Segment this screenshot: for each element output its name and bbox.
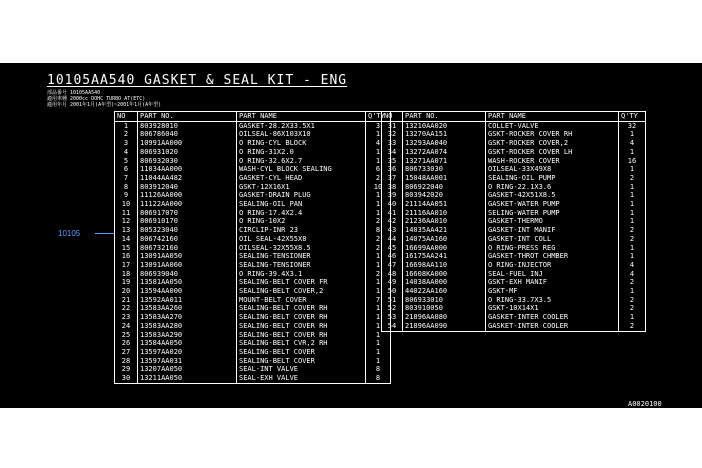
cell-no: 10: [115, 200, 138, 209]
cell-qty: 2: [619, 174, 646, 183]
cell-part-no: 806917070: [138, 209, 237, 218]
cell-part-no: 806931020: [138, 148, 237, 157]
cell-part-no: 13211AA050: [138, 374, 237, 383]
table-row: [382, 278, 646, 287]
cell-qty: 1: [619, 287, 646, 296]
cell-qty: 1: [619, 148, 646, 157]
cell-part-no: 15048AA001: [403, 174, 486, 183]
cell-no: 29: [115, 365, 138, 374]
cell-qty: 32: [619, 121, 646, 130]
cell-part-name: GASKET-WATER PUMP: [486, 200, 619, 209]
cell-no: 23: [115, 313, 138, 322]
table-row: [382, 304, 646, 313]
part-callout-label: 10105: [58, 229, 81, 238]
column-header-part-name: PART NAME: [486, 112, 619, 122]
table-row: [115, 209, 391, 218]
cell-part-name: GASKET-INTER COOLER: [486, 322, 619, 331]
cell-part-no: 806932030: [138, 157, 237, 166]
cell-part-name: CIRCLIP-INR 23: [237, 226, 366, 235]
cell-part-name: SEAL-FUEL INJ: [486, 270, 619, 279]
cell-qty: 1: [619, 165, 646, 174]
cell-part-name: SELING-WATER PUMP: [486, 209, 619, 218]
table-row: [115, 252, 391, 261]
cell-part-name: SEALING-BELT CVR,2 RH: [237, 339, 366, 348]
column-header-qty: Q'TY: [366, 112, 391, 122]
cell-part-no: 13584AA050: [138, 339, 237, 348]
cell-part-no: 13270AA151: [403, 130, 486, 139]
table-row: [382, 296, 646, 305]
cell-no: 51: [382, 296, 403, 305]
parts-table-right-body: [382, 121, 646, 331]
cell-part-name: O RING-CYL BLOCK: [237, 139, 366, 148]
cell-part-name: GASKET-DRAIN PLUG: [237, 191, 366, 200]
cell-part-name: O RING-INJECTOR: [486, 261, 619, 270]
cell-qty: 4: [619, 139, 646, 148]
cell-part-no: 13581AA050: [138, 278, 237, 287]
cell-qty: 7: [366, 296, 391, 305]
cell-part-no: 803912040: [138, 183, 237, 192]
cell-part-no: 14038AA000: [403, 278, 486, 287]
cell-part-name: OILSEAL-86X103X10: [237, 130, 366, 139]
column-header-no: NO: [382, 112, 403, 122]
cell-part-no: 11126AA000: [138, 191, 237, 200]
cell-no: 1: [115, 121, 138, 130]
cell-qty: 1: [619, 244, 646, 253]
cell-qty: 6: [366, 165, 391, 174]
column-header-qty: Q'TY: [619, 112, 646, 122]
table-header-row: [382, 112, 646, 122]
table-row: [115, 278, 391, 287]
cell-part-name: GSKT-MF: [486, 287, 619, 296]
cell-part-no: 806732160: [138, 244, 237, 253]
cell-qty: 2: [619, 322, 646, 331]
cell-no: 50: [382, 287, 403, 296]
cell-qty: 1: [366, 322, 391, 331]
cell-part-no: 44022AA160: [403, 287, 486, 296]
table-row: [115, 183, 391, 192]
cell-no: 9: [115, 191, 138, 200]
cell-no: 21: [115, 296, 138, 305]
spec-note: 適用車種 2000cc DOHC TURBO AT(ETC): [47, 96, 146, 102]
cell-no: 38: [382, 183, 403, 192]
cell-no: 36: [382, 165, 403, 174]
column-header-part-no: PART NO.: [138, 112, 237, 122]
cell-part-no: 21896AA080: [403, 313, 486, 322]
table-row: [115, 365, 391, 374]
cell-part-no: 805323040: [138, 226, 237, 235]
cell-no: 35: [382, 157, 403, 166]
spec-notes: [47, 90, 161, 108]
cell-qty: 1: [366, 287, 391, 296]
table-row: [382, 322, 646, 331]
table-row: [382, 217, 646, 226]
cell-qty: 2: [366, 217, 391, 226]
cell-part-no: 803942020: [403, 191, 486, 200]
cell-no: 27: [115, 348, 138, 357]
cell-no: 37: [382, 174, 403, 183]
cell-part-no: 13293AA040: [403, 139, 486, 148]
column-header-part-name: PART NAME: [237, 112, 366, 122]
cell-part-no: 21116AA010: [403, 209, 486, 218]
cell-part-no: 11034AA000: [138, 165, 237, 174]
cell-part-no: 16699AA000: [403, 244, 486, 253]
parts-table-left: [114, 111, 391, 384]
cell-part-name: SEALING-TENSIONER: [237, 252, 366, 261]
cell-no: 11: [115, 209, 138, 218]
cell-no: 12: [115, 217, 138, 226]
cell-part-name: GASKET-THROT CHMBER: [486, 252, 619, 261]
table-row: [382, 191, 646, 200]
cell-qty: 2: [366, 174, 391, 183]
cell-qty: 1: [366, 278, 391, 287]
cell-part-no: 13091AA050: [138, 252, 237, 261]
table-row: [115, 322, 391, 331]
cell-qty: 1: [366, 148, 391, 157]
table-row: [115, 174, 391, 183]
table-row: [382, 209, 646, 218]
cell-part-no: 806922040: [403, 183, 486, 192]
cell-no: 40: [382, 200, 403, 209]
cell-qty: 1: [366, 191, 391, 200]
cell-part-no: 806933010: [403, 296, 486, 305]
table-row: [115, 148, 391, 157]
cell-no: 2: [115, 130, 138, 139]
cell-no: 8: [115, 183, 138, 192]
cell-no: 16: [115, 252, 138, 261]
cell-part-name: SEALING-BELT COVER RH: [237, 322, 366, 331]
table-row: [115, 296, 391, 305]
cell-no: 42: [382, 217, 403, 226]
cell-qty: 1: [366, 200, 391, 209]
cell-no: 49: [382, 278, 403, 287]
cell-qty: 4: [619, 270, 646, 279]
cell-qty: 1: [619, 183, 646, 192]
cell-qty: 2: [366, 244, 391, 253]
table-row: [115, 374, 391, 383]
table-row: [382, 226, 646, 235]
cell-part-no: 13583AA270: [138, 313, 237, 322]
cell-part-name: SEALING-BELT COVER RH: [237, 304, 366, 313]
table-row: [382, 148, 646, 157]
cell-qty: 4: [619, 261, 646, 270]
cell-part-no: 806786040: [138, 130, 237, 139]
cell-part-name: SEALING-BELT COVER FR: [237, 278, 366, 287]
table-row: [382, 252, 646, 261]
table-row: [382, 270, 646, 279]
cell-no: 44: [382, 235, 403, 244]
cell-qty: 1: [619, 130, 646, 139]
cell-part-name: O RING-17.4X2.4: [237, 209, 366, 218]
cell-part-name: O RING-33.7X3.5: [486, 296, 619, 305]
table-row: [115, 270, 391, 279]
cell-part-name: SEALING-TENSIONER: [237, 261, 366, 270]
cell-qty: 8: [366, 226, 391, 235]
cell-no: 34: [382, 148, 403, 157]
table-row: [115, 244, 391, 253]
cell-no: 3: [115, 139, 138, 148]
cell-no: 46: [382, 252, 403, 261]
cell-qty: 1: [366, 252, 391, 261]
cell-part-name: SEAL-EXH VALVE: [237, 374, 366, 383]
cell-part-no: 13594AA000: [138, 287, 237, 296]
cell-no: 20: [115, 287, 138, 296]
cell-no: 33: [382, 139, 403, 148]
cell-no: 25: [115, 331, 138, 340]
cell-part-no: 13583AA280: [138, 322, 237, 331]
cell-part-no: 21896AA090: [403, 322, 486, 331]
cell-no: 47: [382, 261, 403, 270]
table-row: [115, 157, 391, 166]
table-row: [115, 226, 391, 235]
table-row: [382, 244, 646, 253]
cell-no: 18: [115, 270, 138, 279]
cell-qty: 1: [619, 191, 646, 200]
cell-part-name: OIL SEAL-42X55X8: [237, 235, 366, 244]
table-row: [115, 357, 391, 366]
cell-qty: 1: [366, 304, 391, 313]
table-row: [115, 191, 391, 200]
cell-part-no: 806733030: [403, 165, 486, 174]
cell-qty: 2: [619, 278, 646, 287]
cell-qty: 1: [619, 313, 646, 322]
table-row: [115, 217, 391, 226]
cell-no: 30: [115, 374, 138, 383]
cell-qty: 1: [366, 357, 391, 366]
table-row: [382, 130, 646, 139]
cell-part-name: SEALING-BELT COVER,2: [237, 287, 366, 296]
cell-qty: 8: [366, 374, 391, 383]
cell-part-no: 13210AA020: [403, 121, 486, 130]
cell-part-no: 13597AA020: [138, 348, 237, 357]
cell-part-no: 13091AA060: [138, 261, 237, 270]
parts-table-left-body: [115, 121, 391, 383]
table-row: [382, 200, 646, 209]
parts-sheet: [0, 63, 702, 408]
table-row: [382, 121, 646, 130]
cell-part-name: GSKT-ROCKER COVER,2: [486, 139, 619, 148]
cell-no: 24: [115, 322, 138, 331]
cell-qty: 1: [366, 157, 391, 166]
table-row: [382, 157, 646, 166]
cell-part-name: GASKET-INTER COOLER: [486, 313, 619, 322]
cell-no: 4: [115, 148, 138, 157]
cell-qty: 2: [619, 226, 646, 235]
cell-part-no: 13583AA260: [138, 304, 237, 313]
cell-part-name: GASKET-INT COLL: [486, 235, 619, 244]
cell-part-no: 16175AA241: [403, 252, 486, 261]
cell-part-no: 10991AA000: [138, 139, 237, 148]
cell-qty: 4: [366, 139, 391, 148]
cell-part-no: 806939040: [138, 270, 237, 279]
cell-part-no: 13207AA050: [138, 365, 237, 374]
cell-part-no: 16698AA110: [403, 261, 486, 270]
cell-no: 45: [382, 244, 403, 253]
table-row: [382, 261, 646, 270]
cell-no: 41: [382, 209, 403, 218]
cell-part-no: 11044AA482: [138, 174, 237, 183]
cell-part-no: 13592AA011: [138, 296, 237, 305]
cell-qty: 2: [619, 235, 646, 244]
part-callout-line: [95, 233, 115, 234]
table-row: [382, 287, 646, 296]
cell-no: 28: [115, 357, 138, 366]
table-row: [382, 174, 646, 183]
cell-part-name: SEALING-BELT COVER: [237, 348, 366, 357]
cell-part-name: O RING-22.1X3.6: [486, 183, 619, 192]
cell-part-name: WASH-CYL BLOCK SEALING: [237, 165, 366, 174]
document-code: A0020100: [628, 400, 662, 408]
cell-part-no: 13597AA031: [138, 357, 237, 366]
cell-part-name: SEALING-BELT COVER RH: [237, 331, 366, 340]
cell-no: 13: [115, 226, 138, 235]
table-row: [382, 313, 646, 322]
cell-part-name: GSKT-ROCKER COVER RH: [486, 130, 619, 139]
table-row: [382, 183, 646, 192]
cell-part-name: SEALING-BELT COVER RH: [237, 313, 366, 322]
cell-no: 7: [115, 174, 138, 183]
cell-part-no: 13272AA074: [403, 148, 486, 157]
cell-part-name: SEALING-OIL PAN: [237, 200, 366, 209]
cell-part-name: OILSEAL-33X49X8: [486, 165, 619, 174]
cell-qty: 1: [366, 348, 391, 357]
cell-qty: 1: [619, 200, 646, 209]
cell-part-name: SEAL-INT VALVE: [237, 365, 366, 374]
cell-part-no: 11122AA000: [138, 200, 237, 209]
page-title: 10105AA540 GASKET & SEAL KIT - ENG: [47, 73, 348, 88]
table-row: [115, 339, 391, 348]
cell-part-name: O RING-39.4X3.1: [237, 270, 366, 279]
cell-part-no: 803928010: [138, 121, 237, 130]
spec-note: 適用年月 2001年1月(A年型)~2001年1月(A年型): [47, 102, 162, 108]
cell-no: 43: [382, 226, 403, 235]
cell-qty: 2: [366, 270, 391, 279]
cell-no: 52: [382, 304, 403, 313]
cell-part-no: 14075AA160: [403, 235, 486, 244]
cell-no: 53: [382, 313, 403, 322]
table-header-row: [115, 112, 391, 122]
parts-table-right: [381, 111, 646, 332]
table-row: [115, 235, 391, 244]
cell-qty: 2: [619, 296, 646, 305]
cell-qty: 1: [366, 130, 391, 139]
cell-no: 54: [382, 322, 403, 331]
cell-qty: 1: [619, 217, 646, 226]
column-header-no: NO: [115, 112, 138, 122]
cell-no: 6: [115, 165, 138, 174]
cell-part-name: GSKT-ROCKER COVER LH: [486, 148, 619, 157]
cell-part-name: SEALING-BELT COVER: [237, 357, 366, 366]
cell-part-name: O RING-31X2.0: [237, 148, 366, 157]
cell-part-name: MOUNT-BELT COVER: [237, 296, 366, 305]
cell-part-no: 13583AA290: [138, 331, 237, 340]
table-row: [115, 348, 391, 357]
table-row: [115, 313, 391, 322]
cell-no: 5: [115, 157, 138, 166]
cell-qty: 1: [366, 313, 391, 322]
cell-qty: 2: [619, 304, 646, 313]
cell-part-name: O RING-10X2: [237, 217, 366, 226]
cell-no: 26: [115, 339, 138, 348]
cell-part-name: COLLET-VALVE: [486, 121, 619, 130]
cell-no: 31: [382, 121, 403, 130]
cell-part-name: GASKET-THERMO: [486, 217, 619, 226]
table-row: [115, 121, 391, 130]
table-row: [382, 165, 646, 174]
spec-note: 部品番号 10105AA540: [47, 90, 101, 96]
cell-part-name: O RING-PRESS REG: [486, 244, 619, 253]
table-row: [115, 165, 391, 174]
cell-no: 48: [382, 270, 403, 279]
table-row: [115, 287, 391, 296]
cell-part-name: GSKT-12X16X1: [237, 183, 366, 192]
cell-part-name: GSKT-10X14X1: [486, 304, 619, 313]
cell-part-name: WASH-ROCKER COVER: [486, 157, 619, 166]
cell-part-name: SEALING-OIL PUMP: [486, 174, 619, 183]
cell-qty: 3: [366, 121, 391, 130]
column-header-part-no: PART NO.: [403, 112, 486, 122]
cell-qty: 8: [366, 365, 391, 374]
cell-part-name: O RING-32.6X2.7: [237, 157, 366, 166]
table-row: [115, 261, 391, 270]
table-row: [382, 139, 646, 148]
table-row: [382, 235, 646, 244]
cell-part-no: 16608KA000: [403, 270, 486, 279]
cell-part-no: 21236AA010: [403, 217, 486, 226]
cell-qty: 1: [366, 339, 391, 348]
cell-part-name: GSKT-EXH MANIF: [486, 278, 619, 287]
cell-part-no: 14035AA421: [403, 226, 486, 235]
cell-no: 22: [115, 304, 138, 313]
cell-no: 32: [382, 130, 403, 139]
cell-part-name: OILSEAL-32X55X8.5: [237, 244, 366, 253]
cell-qty: 10: [366, 183, 391, 192]
cell-qty: 2: [366, 235, 391, 244]
cell-qty: 1: [366, 331, 391, 340]
cell-no: 14: [115, 235, 138, 244]
cell-part-no: 806742160: [138, 235, 237, 244]
table-row: [115, 304, 391, 313]
cell-part-no: 806910170: [138, 217, 237, 226]
cell-no: 17: [115, 261, 138, 270]
cell-part-name: GASKET-INT MANIF: [486, 226, 619, 235]
table-row: [115, 200, 391, 209]
cell-part-no: 13271AA071: [403, 157, 486, 166]
cell-part-name: GASKET-42X51X8.5: [486, 191, 619, 200]
table-row: [115, 331, 391, 340]
cell-qty: 1: [366, 261, 391, 270]
cell-no: 39: [382, 191, 403, 200]
cell-qty: 1: [619, 252, 646, 261]
cell-qty: 16: [619, 157, 646, 166]
cell-qty: 1: [366, 209, 391, 218]
cell-part-no: 803910050: [403, 304, 486, 313]
cell-part-name: GASKET-CYL HEAD: [237, 174, 366, 183]
table-row: [115, 139, 391, 148]
cell-part-no: 21114AA051: [403, 200, 486, 209]
cell-no: 19: [115, 278, 138, 287]
cell-qty: 1: [619, 209, 646, 218]
table-row: [115, 130, 391, 139]
cell-part-name: GASKET-28.2X33.5X1: [237, 121, 366, 130]
cell-no: 15: [115, 244, 138, 253]
